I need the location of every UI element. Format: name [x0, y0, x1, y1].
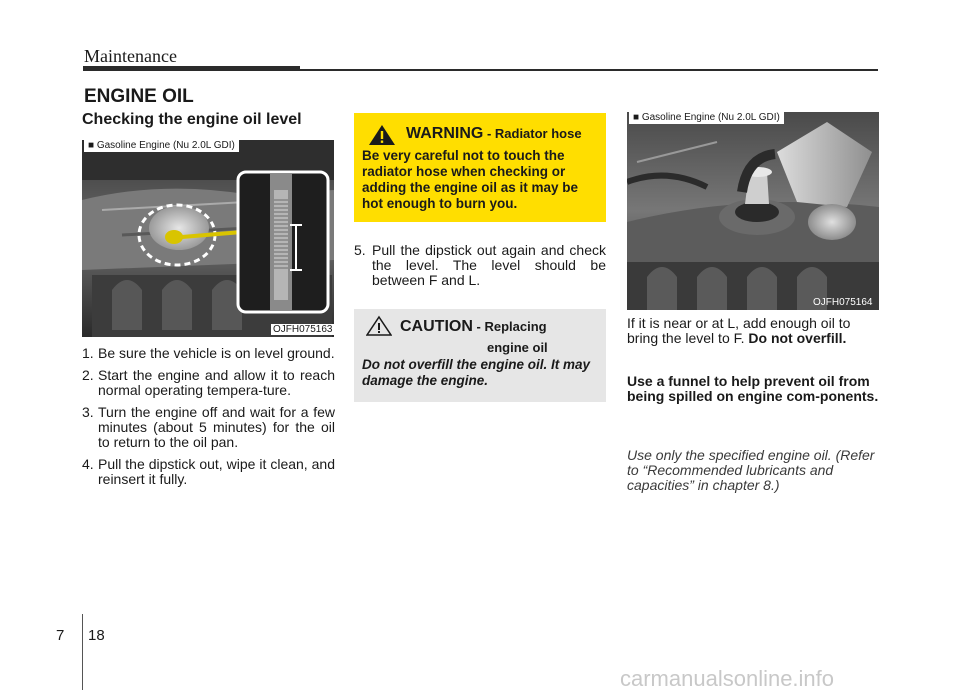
engine-photo-dipstick [82, 140, 334, 337]
paragraph-add-oil: If it is near or at L, add enough oil to bring the level to F. Do not overfill. [627, 315, 851, 346]
caution-heading-line2: engine oil [487, 340, 548, 355]
step-2: 2. Start the engine and allow it to reach normal operating tempera-ture. [82, 367, 335, 398]
caution-body: Do not overfill the engine oil. It may damage the engine. [362, 357, 591, 388]
caution-triangle-icon [366, 315, 392, 337]
figure-caption: ■ Gasoline Engine (Nu 2.0L GDI) [84, 139, 239, 152]
step-5: 5. Pull the dipstick out again and check the level. The level should be between F and L. [354, 242, 606, 288]
header-rule-thick [83, 66, 300, 71]
warning-triangle-icon [368, 123, 396, 147]
watermark: carmanualsonline.info [620, 666, 835, 691]
engine-photo-refill-drawing [627, 112, 879, 310]
caution-heading: CAUTION - Replacing [400, 318, 547, 335]
step-1: 1. Be sure the vehicle is on level ground. [82, 345, 335, 361]
warning-body: Be very careful not to touch the radiator hose when checking or adding the engine oil as it may be hot enough to burn you. [362, 148, 579, 211]
paragraph-funnel: Use a funnel to help prevent oil from being spilled on engine com-ponents. [627, 373, 879, 404]
figure-code: OJFH075163 [273, 324, 333, 335]
caution-box [354, 309, 606, 402]
figure-caption-right: ■ Gasoline Engine (Nu 2.0L GDI) [629, 111, 784, 124]
chapter-number: 7 [56, 627, 65, 644]
step-3: 3. Turn the engine off and wait for a few minutes (about 5 minutes) for the oil to return to the oil pan. [82, 404, 335, 450]
section-title: ENGINE OIL [84, 86, 194, 107]
paragraph-specified-oil: Use only the specified engine oil. (Refer to “Recommended lubricants and capacities” in chapter 8.) [627, 447, 875, 493]
running-header: Maintenance [84, 46, 177, 66]
footer-rule [82, 614, 83, 690]
warning-box [354, 113, 606, 222]
header-rule-thin [300, 69, 878, 71]
engine-photo-refill [627, 112, 879, 310]
subheading: Checking the engine oil level [82, 111, 302, 128]
figure-code-right: OJFH075164 [813, 297, 873, 308]
step-4: 4. Pull the dipstick out, wipe it clean, and reinsert it fully. [82, 456, 335, 487]
warning-heading: WARNING - Radiator hose [406, 125, 582, 142]
page-number: 18 [88, 627, 105, 644]
instruction-steps [82, 346, 335, 494]
engine-photo-dipstick-drawing [82, 140, 334, 337]
